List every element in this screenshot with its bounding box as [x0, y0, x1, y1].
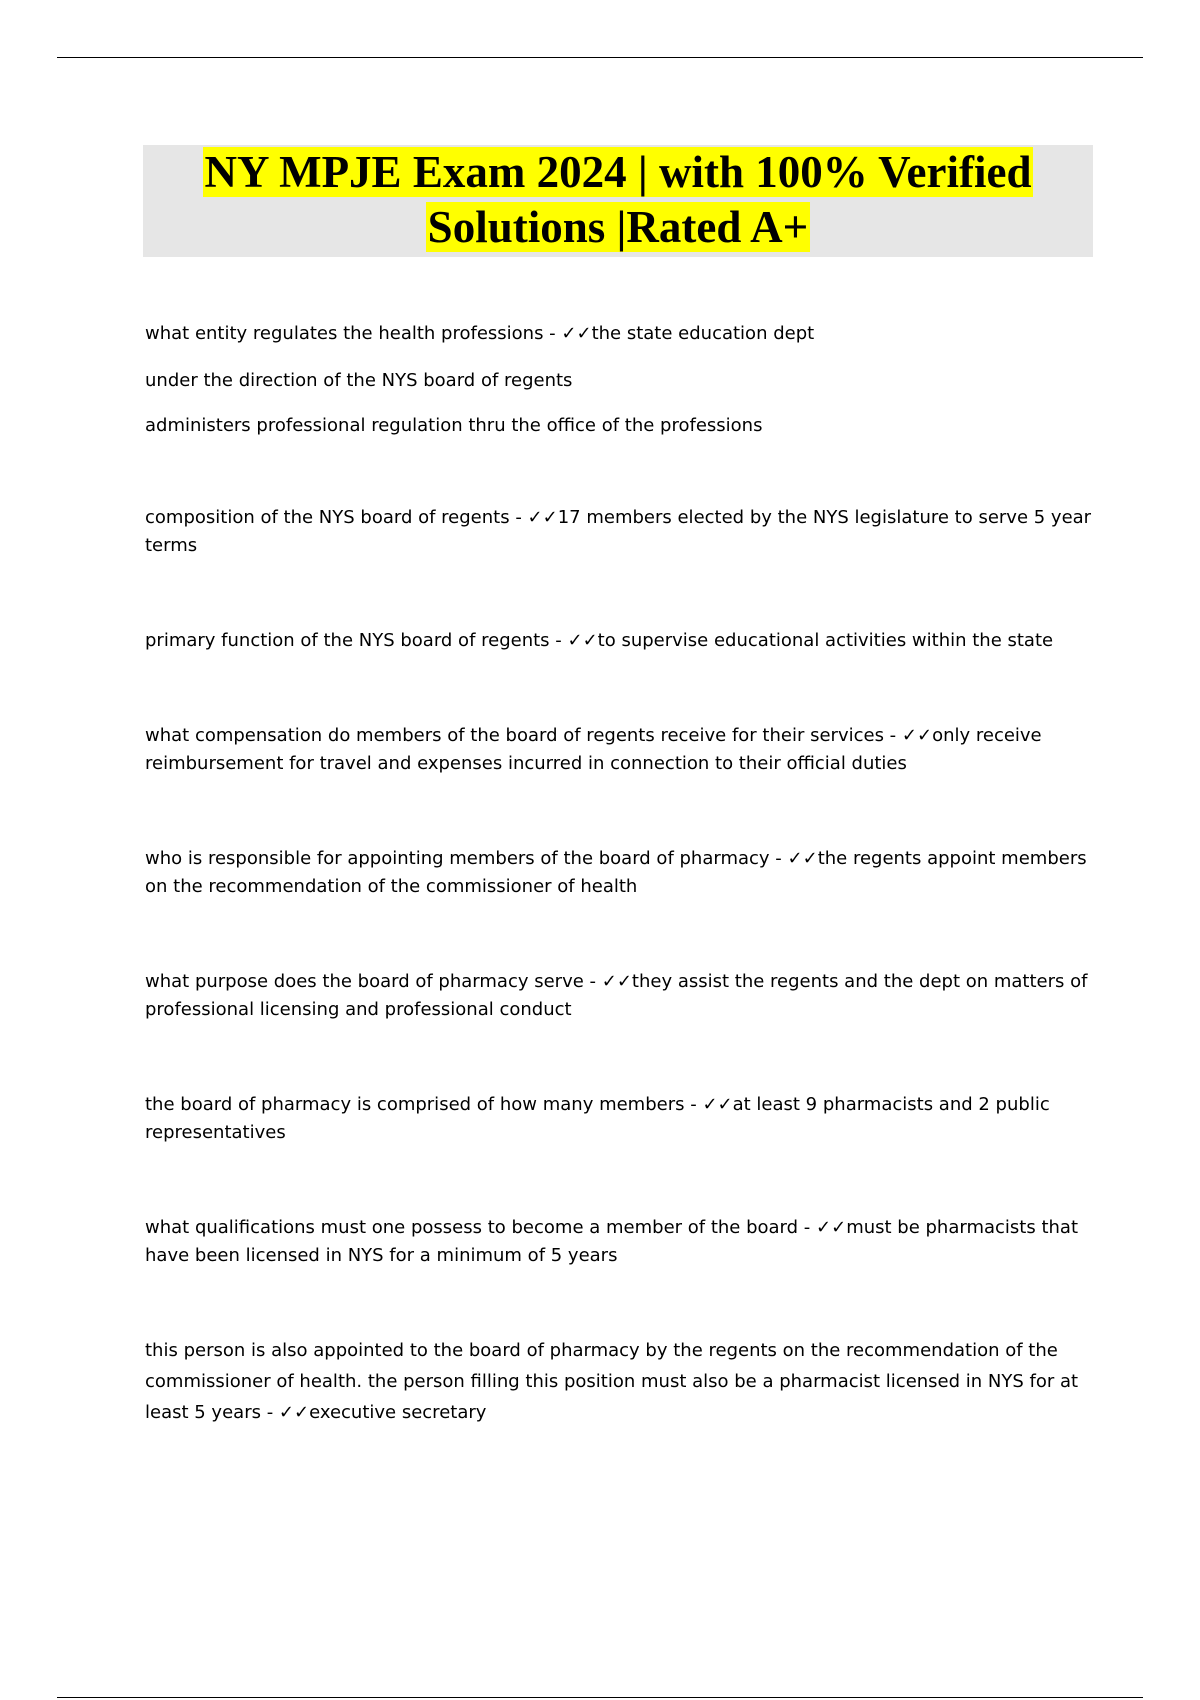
checkmark-icon: ✓✓: [901, 725, 933, 746]
note-text: administers professional regulation thru the office of the professions: [145, 415, 763, 436]
qa-item: [145, 722, 1095, 778]
answer-text: only receive reimbursement for travel and expenses incurred in connection to their official duties: [145, 725, 1042, 774]
question-text: composition of the NYS board of regents -: [145, 507, 528, 528]
answer-text: the state education dept: [591, 323, 815, 344]
checkmark-icon: ✓✓: [561, 323, 592, 344]
checkmark-icon: ✓✓: [816, 1217, 847, 1238]
answer-text: at least 9 pharmacists and 2 public representatives: [145, 1094, 1050, 1143]
note-text: under the direction of the NYS board of regents: [145, 370, 573, 391]
qa-note: [145, 367, 1095, 395]
qa-note: [145, 412, 1095, 440]
answer-text: executive secretary: [309, 1402, 487, 1423]
checkmark-icon: ✓✓: [527, 507, 558, 528]
qa-item: [145, 1335, 1095, 1428]
question-text: the board of pharmacy is comprised of how many members -: [145, 1094, 703, 1115]
checkmark-icon: ✓✓: [702, 1094, 733, 1115]
title-line-2: Solutions |Rated A+: [427, 202, 809, 252]
question-text: who is responsible for appointing members of the board of pharmacy -: [145, 848, 788, 869]
answer-text: the regents appoint members on the recommendation of the commissioner of health: [145, 848, 1087, 897]
question-text: what qualifications must one possess to become a member of the board -: [145, 1217, 817, 1238]
checkmark-icon: ✓✓: [601, 971, 632, 992]
question-text: primary function of the NYS board of regents -: [145, 630, 568, 651]
question-text: what entity regulates the health professions -: [145, 323, 562, 344]
answer-text: 17 members elected by the NYS legislature to serve 5 year terms: [145, 507, 1092, 556]
checkmark-icon: ✓✓: [787, 848, 818, 869]
title-line-1: NY MPJE Exam 2024 | with 100% Verified: [204, 147, 1032, 197]
checkmark-icon: ✓✓: [278, 1402, 310, 1423]
checkmark-icon: ✓✓: [567, 630, 598, 651]
answer-text: to supervise educational activities within the state: [597, 630, 1054, 651]
qa-item: [145, 1091, 1095, 1147]
top-rule: [57, 57, 1143, 58]
question-text: what compensation do members of the board of regents receive for their services -: [145, 725, 902, 746]
qa-item: [145, 1214, 1095, 1270]
answer-text: they assist the regents and the dept on matters of professional licensing and professional conduct: [145, 971, 1088, 1020]
qa-item: [145, 504, 1095, 560]
qa-item: [145, 320, 1095, 348]
qa-item: [145, 968, 1095, 1024]
question-text: what purpose does the board of pharmacy serve -: [145, 971, 602, 992]
document-title: [143, 145, 1093, 257]
bottom-rule: [57, 1697, 1143, 1698]
question-text: this person is also appointed to the board of pharmacy by the regents on the recommendation of the commissioner of health. the person filling this position must also be a pharmacist licensed in NYS for at least 5 years -: [145, 1340, 1079, 1423]
answer-text: must be pharmacists that have been licensed in NYS for a minimum of 5 years: [145, 1217, 1079, 1266]
qa-item: [145, 627, 1095, 655]
qa-item: [145, 845, 1095, 901]
